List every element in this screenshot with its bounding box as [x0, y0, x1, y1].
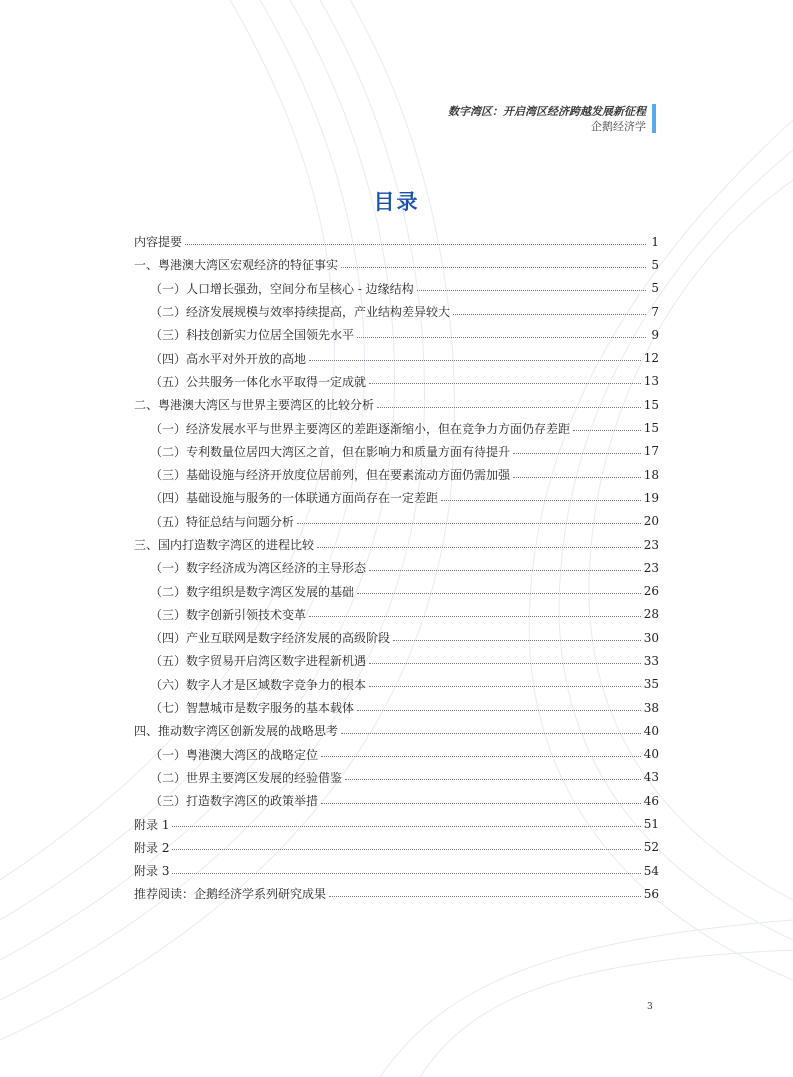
- toc-entry-page: 40: [643, 723, 659, 738]
- toc-entry-page: 1: [651, 234, 659, 249]
- toc-entry[interactable]: [134, 277, 659, 300]
- toc-entry-label: （二）世界主要湾区发展的经验借鉴: [150, 770, 343, 785]
- toc-entry[interactable]: [134, 323, 659, 346]
- toc-entry-page: 7: [651, 304, 659, 319]
- toc-entry[interactable]: [134, 416, 659, 439]
- toc-leader-dots: [309, 615, 641, 617]
- toc-entry-page: 15: [643, 421, 659, 436]
- toc-entry-label: 二、粤港澳大湾区与世界主要湾区的比较分析: [134, 398, 375, 413]
- toc-entry[interactable]: [134, 556, 659, 579]
- toc-leader-dots: [417, 289, 646, 291]
- toc-entry-page: 12: [643, 351, 659, 366]
- header-title: 数字湾区：开启湾区经济跨越发展新征程: [448, 105, 646, 118]
- toc-leader-dots: [309, 359, 641, 361]
- toc-entry[interactable]: [134, 859, 659, 882]
- running-header: [448, 104, 646, 134]
- toc-entry-label: （四）产业互联网是数字经济发展的高级阶段: [150, 631, 391, 646]
- toc-entry[interactable]: [134, 463, 659, 486]
- toc-entry-page: 13: [643, 374, 659, 389]
- toc-entry[interactable]: [134, 696, 659, 719]
- toc-leader-dots: [341, 266, 646, 268]
- toc-entry[interactable]: [134, 603, 659, 626]
- toc-leader-dots: [513, 452, 641, 454]
- toc-entry[interactable]: [134, 533, 659, 556]
- toc-leader-dots: [345, 778, 641, 780]
- table-of-contents: [134, 230, 659, 906]
- toc-entry-page: 5: [651, 257, 659, 272]
- toc-leader-dots: [172, 872, 640, 874]
- toc-entry-label: （一）人口增长强劲，空间分布呈核心 - 边缘结构: [150, 281, 414, 296]
- toc-leader-dots: [329, 895, 641, 897]
- header-brand: 企鹅经济学: [591, 120, 646, 133]
- toc-leader-dots: [357, 592, 641, 594]
- toc-entry[interactable]: [134, 393, 659, 416]
- toc-entry[interactable]: [134, 882, 659, 905]
- toc-entry[interactable]: [134, 230, 659, 253]
- toc-entry-label: （二）经济发展规模与效率持续提高，产业结构差异较大: [150, 305, 451, 320]
- toc-leader-dots: [172, 825, 640, 827]
- toc-entry-label: （一）数字经济成为湾区经济的主导形态: [150, 561, 367, 576]
- toc-entry-page: 17: [643, 444, 659, 459]
- toc-entry-label: 推荐阅读：企鹅经济学系列研究成果: [134, 887, 327, 902]
- toc-entry-page: 56: [643, 886, 659, 901]
- toc-title: 目录: [373, 190, 420, 214]
- toc-entry[interactable]: [134, 789, 659, 812]
- toc-entry-label: （一）经济发展水平与世界主要湾区的差距逐渐缩小，但在竞争力方面仍存差距: [150, 421, 571, 436]
- toc-entry-label: （三）科技创新实力位居全国领先水平: [150, 328, 355, 343]
- toc-entry[interactable]: [134, 743, 659, 766]
- toc-entry[interactable]: [134, 579, 659, 602]
- toc-leader-dots: [441, 499, 641, 501]
- toc-entry[interactable]: [134, 649, 659, 672]
- toc-entry-page: 38: [643, 700, 659, 715]
- toc-entry-label: （一）粤港澳大湾区的战略定位: [150, 747, 319, 762]
- toc-leader-dots: [573, 429, 641, 431]
- toc-entry[interactable]: [134, 626, 659, 649]
- toc-entry-label: （四）基础设施与服务的一体联通方面尚存在一定差距: [150, 491, 439, 506]
- toc-entry-page: 33: [643, 653, 659, 668]
- toc-entry[interactable]: [134, 300, 659, 323]
- toc-entry-label: 附录 1: [134, 817, 170, 832]
- toc-entry-page: 30: [643, 630, 659, 645]
- toc-entry-page: 46: [643, 793, 659, 808]
- toc-leader-dots: [369, 662, 641, 664]
- toc-entry-page: 54: [643, 863, 659, 878]
- toc-entry-label: （六）数字人才是区域数字竞争力的根本: [150, 677, 367, 692]
- toc-leader-dots: [377, 406, 641, 408]
- toc-leader-dots: [172, 848, 640, 850]
- page-number: 3: [647, 1002, 653, 1012]
- toc-entry-label: （二）专利数量位居四大湾区之首，但在影响力和质量方面有待提升: [150, 444, 511, 459]
- toc-entry-page: 43: [643, 770, 659, 785]
- toc-entry-page: 15: [643, 397, 659, 412]
- toc-leader-dots: [341, 732, 641, 734]
- toc-leader-dots: [321, 802, 641, 804]
- toc-leader-dots: [369, 685, 641, 687]
- toc-entry[interactable]: [134, 812, 659, 835]
- toc-entry[interactable]: [134, 836, 659, 859]
- toc-leader-dots: [317, 546, 641, 548]
- toc-entry-label: 附录 3: [134, 864, 170, 879]
- toc-leader-dots: [321, 755, 641, 757]
- toc-entry-page: 35: [643, 677, 659, 692]
- toc-leader-dots: [357, 709, 641, 711]
- toc-leader-dots: [369, 382, 641, 384]
- toc-entry-page: 40: [643, 747, 659, 762]
- toc-entry-page: 18: [643, 467, 659, 482]
- toc-entry[interactable]: [134, 673, 659, 696]
- toc-entry[interactable]: [134, 440, 659, 463]
- toc-entry-label: （七）智慧城市是数字服务的基本载体: [150, 701, 355, 716]
- toc-leader-dots: [297, 522, 641, 524]
- toc-entry-page: 19: [643, 490, 659, 505]
- toc-entry-page: 52: [643, 840, 659, 855]
- toc-entry[interactable]: [134, 370, 659, 393]
- toc-leader-dots: [453, 313, 646, 315]
- toc-entry-page: 51: [643, 817, 659, 832]
- toc-entry-label: （三）基础设施与经济开放度位居前列，但在要素流动方面仍需加强: [150, 468, 511, 483]
- toc-entry[interactable]: [134, 253, 659, 276]
- toc-entry-label: （四）高水平对外开放的高地: [150, 351, 307, 366]
- toc-entry-page: 9: [651, 327, 659, 342]
- toc-entry-label: 四、推动数字湾区创新发展的战略思考: [134, 724, 339, 739]
- toc-entry-page: 28: [643, 607, 659, 622]
- toc-leader-dots: [185, 243, 646, 245]
- toc-entry[interactable]: [134, 766, 659, 789]
- toc-entry-label: （三）数字创新引领技术变革: [150, 607, 307, 622]
- toc-entry-label: （五）特征总结与问题分析: [150, 514, 295, 529]
- toc-entry-page: 23: [643, 537, 659, 552]
- toc-entry-label: 一、粤港澳大湾区宏观经济的特征事实: [134, 258, 339, 273]
- toc-leader-dots: [393, 639, 641, 641]
- toc-entry-label: （二）数字组织是数字湾区发展的基础: [150, 584, 355, 599]
- toc-entry[interactable]: [134, 486, 659, 509]
- toc-entry-label: 三、国内打造数字湾区的进程比较: [134, 538, 315, 552]
- header-accent-bar: [652, 104, 656, 133]
- toc-entry-label: （三）打造数字湾区的政策举措: [150, 794, 319, 809]
- toc-leader-dots: [369, 569, 641, 571]
- toc-entry-page: 26: [643, 584, 659, 599]
- toc-leader-dots: [513, 476, 641, 478]
- toc-entry[interactable]: [134, 510, 659, 533]
- toc-entry-page: 5: [651, 281, 659, 296]
- toc-entry[interactable]: [134, 346, 659, 369]
- toc-entry[interactable]: [134, 719, 659, 742]
- toc-entry-page: 20: [643, 514, 659, 529]
- toc-entry-page: 23: [643, 560, 659, 575]
- toc-entry-label: （五）公共服务一体化水平取得一定成就: [150, 374, 367, 389]
- toc-entry-label: 附录 2: [134, 840, 170, 855]
- toc-leader-dots: [357, 336, 646, 338]
- toc-entry-label: 内容提要: [134, 235, 183, 250]
- toc-entry-label: （五）数字贸易开启湾区数字进程新机遇: [150, 654, 367, 669]
